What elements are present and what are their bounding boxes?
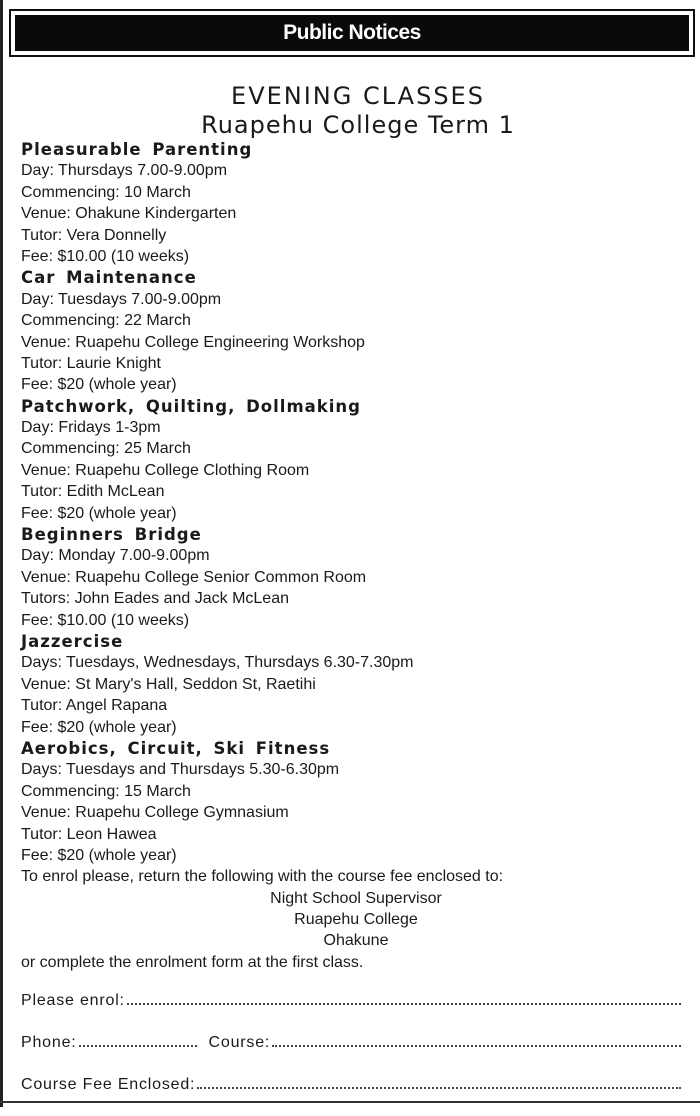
class-block <box>21 267 691 395</box>
section-banner <box>9 9 695 57</box>
fee-enclosed-field[interactable] <box>197 1074 681 1089</box>
class-detail: Tutor: Vera Donnelly <box>21 226 167 244</box>
please-enrol-label: Please enrol: <box>21 992 125 1009</box>
class-detail: Fee: $20 (whole year) <box>21 718 177 736</box>
class-detail: Venue: Ruapehu College Gymnasium <box>21 804 289 822</box>
class-detail: Commencing: 25 March <box>21 440 191 458</box>
class-detail: Fee: $10.00 (10 weeks) <box>21 247 190 265</box>
class-detail: Fee: $20 (whole year) <box>21 846 177 864</box>
class-title: Patchwork, Quilting, Dollmaking <box>21 396 361 416</box>
form-row-enrol <box>21 990 681 1032</box>
class-detail: Commencing: 22 March <box>21 312 191 330</box>
class-detail: Venue: Ruapehu College Clothing Room <box>21 461 310 479</box>
phone-label: Phone: <box>21 1034 77 1051</box>
class-detail: Tutor: Angel Rapana <box>21 697 168 715</box>
class-detail: Tutor: Edith McLean <box>21 483 165 501</box>
class-detail: Venue: Ohakune Kindergarten <box>21 205 237 223</box>
class-detail: Venue: St Mary's Hall, Seddon St, Raetihi <box>21 675 316 693</box>
class-detail: Days: Tuesdays, Wednesdays, Thursdays 6.30-7.30pm <box>21 654 414 672</box>
page-subtitle: Ruapehu College Term 1 <box>201 111 515 139</box>
class-block <box>21 738 691 866</box>
page-title: EVENING CLASSES <box>231 82 485 110</box>
class-detail: Day: Fridays 1-3pm <box>21 419 161 437</box>
class-block <box>21 139 691 267</box>
enrolment-form <box>21 990 681 1116</box>
enrol-instruction: To enrol please, return the following with the course fee enclosed to: <box>21 868 504 886</box>
address-line: Night School Supervisor <box>270 889 442 907</box>
class-block <box>21 524 691 631</box>
class-detail: Days: Tuesdays and Thursdays 5.30-6.30pm <box>21 761 340 779</box>
page-left-border <box>0 0 3 1107</box>
banner-fill <box>15 15 689 51</box>
classes-list <box>21 139 691 973</box>
class-title: Pleasurable Parenting <box>21 140 253 159</box>
address-line: Ohakune <box>323 932 389 950</box>
class-detail: Venue: Ruapehu College Engineering Workshop <box>21 333 365 351</box>
class-detail: Fee: $20 (whole year) <box>21 376 177 394</box>
class-title: Beginners Bridge <box>21 525 202 545</box>
class-title: Car Maintenance <box>21 268 197 288</box>
class-detail: Venue: Ruapehu College Senior Common Room <box>21 568 367 586</box>
enrol-alternative: or complete the enrolment form at the first class. <box>21 953 364 971</box>
form-row-fee <box>21 1074 681 1116</box>
phone-field[interactable] <box>79 1032 197 1047</box>
class-detail: Fee: $10.00 (10 weeks) <box>21 611 190 629</box>
form-row-phone-course <box>21 1032 681 1074</box>
class-block <box>21 396 691 524</box>
course-label: Course: <box>208 1034 271 1051</box>
banner-title: Public Notices <box>283 21 421 44</box>
please-enrol-field[interactable] <box>127 990 681 1005</box>
class-detail: Day: Tuesdays 7.00-9.00pm <box>21 290 222 308</box>
class-detail: Commencing: 10 March <box>21 183 191 201</box>
class-detail: Tutor: Laurie Knight <box>21 354 161 372</box>
class-detail: Tutor: Leon Hawea <box>21 825 157 843</box>
class-title: Jazzercise <box>21 631 124 651</box>
class-title: Aerobics, Circuit, Ski Fitness <box>21 738 331 758</box>
class-detail: Fee: $20 (whole year) <box>21 504 177 522</box>
fee-enclosed-label: Course Fee Enclosed: <box>21 1076 196 1093</box>
class-detail: Commencing: 15 March <box>21 782 191 800</box>
bottom-rule <box>0 1101 700 1103</box>
class-detail: Day: Monday 7.00-9.00pm <box>21 547 210 565</box>
class-block <box>21 631 691 738</box>
course-field[interactable] <box>272 1032 681 1047</box>
address-line: Ruapehu College <box>294 911 418 929</box>
class-detail: Tutors: John Eades and Jack McLean <box>21 590 289 608</box>
class-detail: Day: Thursdays 7.00-9.00pm <box>21 162 228 180</box>
